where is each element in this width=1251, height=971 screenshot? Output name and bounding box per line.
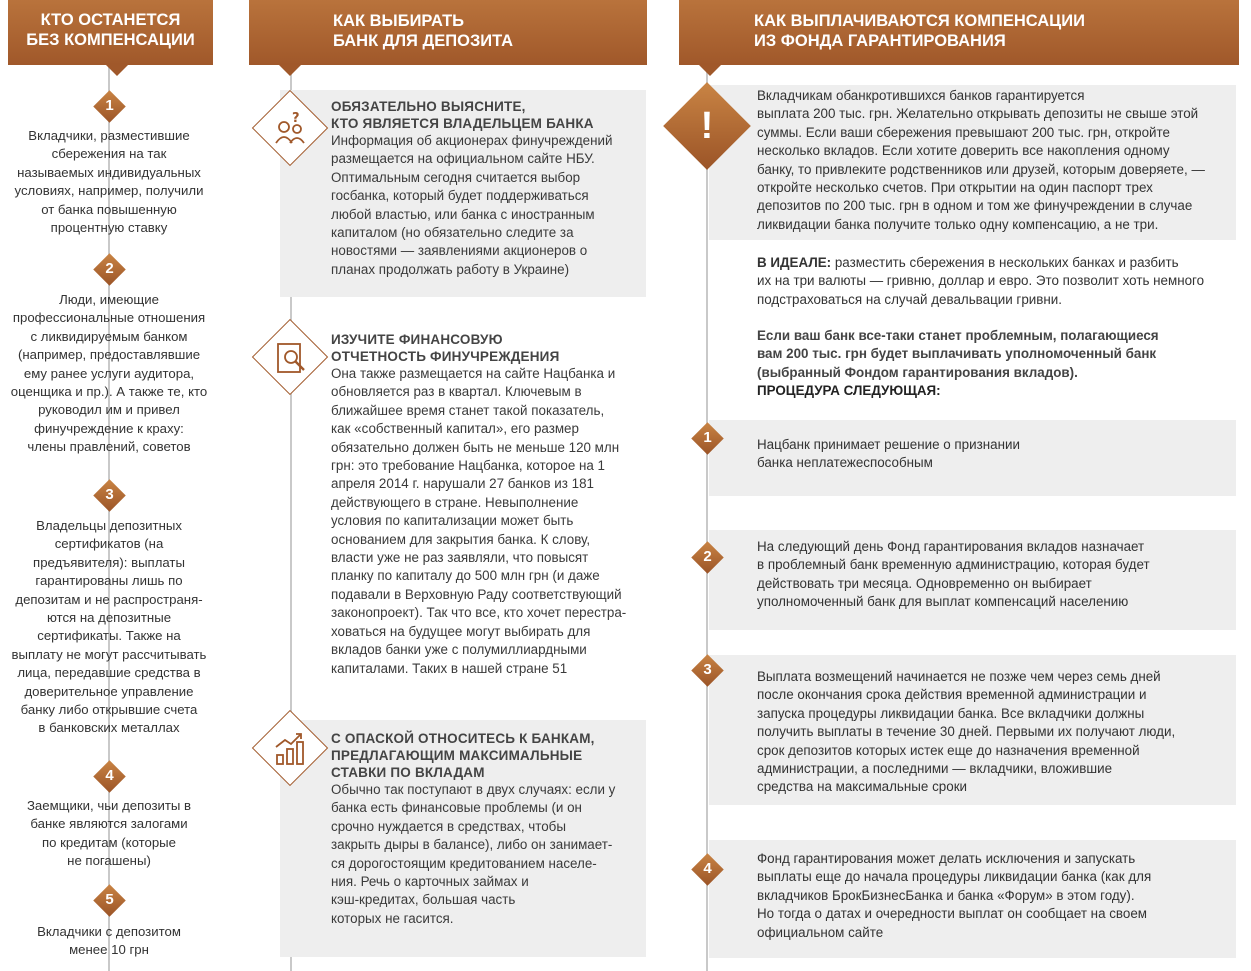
body-line: действовать три месяца. Одновременно он выбирает	[757, 575, 1092, 591]
body-line: получить выплаты в течение 30 дней. Первыми их получают люди,	[757, 724, 1176, 740]
body-line: ему ранее услуги аудитора,	[23, 365, 195, 381]
body-line: вкладов банки уже с полумиллиардными	[331, 642, 587, 658]
body-line: суммы. Если ваши сбережения превышают 200 тыс. грн, откройте	[757, 124, 1170, 140]
body-line: апреля 2014 г. нарушали 27 банков из 181	[331, 476, 594, 492]
body-line: члены правлений, советов	[27, 439, 191, 455]
body-line: их на три валюты — гривню, доллар и евро. Это позволит хоть немного	[757, 273, 1205, 289]
col1-item-1-number: 1	[105, 97, 114, 114]
col1-item-4-number: 4	[105, 767, 114, 784]
col3-header-line: ИЗ ФОНДА ГАРАНТИРОВАНИЯ	[754, 32, 1006, 50]
body-line: Информация об акционерах финучреждений	[331, 133, 613, 148]
body-line: предъявителя): выплаты	[33, 554, 185, 570]
body-line: с ликвидируемым банком	[30, 328, 188, 344]
body-line: вам 200 тыс. грн будет выплачивать уполномоченный банк	[757, 346, 1157, 362]
col2-block-2-title-line: ИЗУЧИТЕ ФИНАНСОВУЮ	[331, 332, 503, 347]
col3-step-2-text	[757, 538, 1232, 612]
body-line: сертификатов (на	[54, 536, 164, 552]
col2-block-2-title	[331, 331, 646, 365]
col2-block-3-body	[331, 781, 646, 928]
body-line: лица, передавшие средства в	[17, 665, 201, 681]
col2-block-1-title	[331, 98, 646, 132]
col2-block-3-text	[331, 730, 646, 928]
body-line: Выплата возмещений начинается не позже чем через семь дней	[757, 669, 1161, 684]
col3-ideal-text	[757, 254, 1232, 309]
col1-item-3-text	[0, 517, 218, 738]
body-line: оценщика и пр.). А также те, кто	[10, 384, 208, 400]
col2-block-3-title-line: С ОПАСКОЙ ОТНОСИТЕСЬ К БАНКАМ,	[331, 731, 595, 746]
body-line: (например, предоставлявшие	[17, 347, 201, 363]
body-line: капиталами. Таких в нашей стране 51	[331, 660, 568, 676]
body-line: по кредитам (которые	[41, 834, 177, 850]
body-line: закрыть дыры в балансе), либо он занимает-	[331, 837, 613, 853]
body-line: Но тогда о датах и очередности выплат он сообщает на своем	[757, 906, 1147, 922]
body-line: законопроект). Так что все, кто хочет перестра-	[331, 605, 627, 621]
body-line: Люди, имеющие	[59, 292, 159, 307]
col3-step-4-number: 4	[703, 860, 712, 877]
body-line: выплаты еще до начала процедуры ликвидации банка (как для	[757, 869, 1152, 885]
body-line: кэш-кредитах, большая часть	[331, 892, 516, 908]
body-line: условия по капитализации может быть	[331, 513, 574, 529]
body-line: условиях, например, получили	[14, 183, 204, 199]
body-line: откройте несколько счетов. При открытии на один паспорт трех	[757, 180, 1153, 196]
col2-block-1-text	[331, 98, 646, 279]
body-line: выплата 200 тыс. грн. Желательно открывать депозиты не свыше этой	[757, 106, 1199, 122]
ideal-label: В ИДЕАЛЕ:	[757, 255, 832, 270]
col2-block-3-title-line: ПРЕДЛАГАЮЩИМ МАКСИМАЛЬНЫЕ	[331, 748, 583, 763]
body-line: как «собственный капитал», его размер	[331, 421, 579, 437]
col1-item-3-number: 3	[105, 486, 114, 503]
body-line: На следующий день Фонд гарантирования вкладов назначает	[757, 539, 1145, 554]
body-line: разместить сбережения в нескольких банках и разбить	[831, 255, 1179, 270]
body-line: банка есть финансовые проблемы (и он	[331, 800, 582, 816]
col3-step-4-text	[757, 850, 1232, 942]
body-line: ются на депозитные	[46, 610, 172, 626]
body-line: депозитам и не распространя-	[15, 591, 203, 607]
body-line: вкладчиков БрокБизнесБанка и банка «Форум» в этом году).	[757, 887, 1135, 903]
body-line: банка неплатежеспособным	[757, 455, 933, 471]
col3-header-line: КАК ВЫПЛАЧИВАЮТСЯ КОМПЕНСАЦИИ	[754, 12, 1085, 30]
body-line: Нацбанк принимает решение о признании	[757, 437, 1020, 452]
body-line: в банковских металлах	[38, 720, 180, 736]
body-line: Она также размещается на сайте Нацбанка и	[331, 366, 616, 381]
body-line: обязательно должен быть не меньше 120 млн	[331, 439, 620, 455]
col1-item-2-text	[0, 291, 218, 457]
body-line: ховаться на будущее могут выбирать для	[331, 623, 591, 639]
body-line: профессиональные отношения	[12, 310, 206, 326]
col2-block-2-title-line: ОТЧЕТНОСТЬ ФИНУЧРЕЖДЕНИЯ	[331, 349, 560, 364]
col1-item-4-text	[0, 797, 218, 871]
col1-item-5-text	[0, 923, 218, 960]
body-line: несколько вкладов. Если хотите доверить все накопления одному	[757, 143, 1170, 159]
body-line: (выбранный Фондом гарантирования вкладов).	[757, 364, 1078, 380]
body-line: Вкладчикам обанкротившихся банков гарантируется	[757, 88, 1085, 103]
body-line: средства на максимальные сроки	[757, 779, 968, 795]
col3-intro-text	[757, 87, 1232, 234]
col1-header-line: КТО ОСТАНЕТСЯ	[40, 11, 181, 29]
body-line: Вкладчики, разместившие	[28, 128, 190, 143]
body-line: выплату не могут рассчитывать	[11, 646, 207, 662]
body-line: основанием для закрытия банка. К слову,	[331, 531, 591, 547]
body-line: депозитов по 200 тыс. грн в одном и том же финучреждении в случае	[757, 198, 1193, 214]
body-line: официальном сайте	[757, 924, 884, 940]
col1-item-1-text	[0, 127, 218, 237]
growth-chart-icon	[265, 723, 317, 775]
body-line: Заемщики, чьи депозиты в	[26, 798, 192, 813]
body-line: администрации, а последними — вкладчики, вложившие	[757, 761, 1113, 777]
body-line: власти уже не раз заявляли, что повысят	[331, 550, 589, 566]
col2-block-1-title-line: КТО ЯВЛЯЕТСЯ ВЛАДЕЛЬЦЕМ БАНКА	[331, 116, 594, 131]
body-line: Вкладчики с депозитом	[37, 924, 181, 939]
body-line: после окончания срока действия временной администрации и	[757, 687, 1147, 703]
body-line: менее 10 грн	[69, 942, 149, 958]
body-line: банку, то привлеките родственников или друзей, которым доверяете, —	[757, 161, 1205, 177]
col1-item-2-number: 2	[105, 260, 114, 277]
col2-header-line: БАНК ДЛЯ ДЕПОЗИТА	[333, 32, 514, 50]
body-line: доверительное управление	[24, 683, 194, 699]
col3-header	[679, 0, 1239, 65]
body-line: Фонд гарантирования может делать исключения и запускать	[757, 851, 1136, 866]
body-line: финучреждение к краху:	[34, 420, 184, 436]
body-line: капиталом (но обязательно следите за	[331, 225, 574, 241]
procedure-label: ПРОЦЕДУРА СЛЕДУЮЩАЯ:	[757, 383, 941, 399]
col2-block-1-body	[331, 132, 646, 279]
body-line: сбережения на так	[51, 146, 167, 162]
col2-block-3-title-line: СТАВКИ ПО ВКЛАДАМ	[331, 765, 485, 780]
col2-header-line: КАК ВЫБИРАТЬ	[333, 12, 465, 30]
body-line: которых не гасится.	[331, 910, 454, 926]
document-magnifier-icon	[265, 332, 317, 384]
body-line: Оптимальным сегодня считается выбор	[331, 169, 581, 185]
body-line: Если ваш банк все-таки станет проблемным, полагающиеся	[757, 328, 1159, 343]
body-line: ния. Речь о карточных займах и	[331, 874, 529, 890]
body-line: гарантированы лишь по	[35, 573, 183, 589]
col2-header	[249, 0, 647, 65]
body-line: срок депозитов которых истек еще до назначения временной	[757, 742, 1140, 758]
col2-block-3-title	[331, 730, 646, 781]
body-line: ликвидации банка получите только одну компенсацию, а не три.	[757, 216, 1159, 232]
col1-header	[8, 0, 213, 65]
body-line: грн: это требование Нацбанка, которое на 1	[331, 458, 605, 474]
body-line: любой властью, или банка с иностранным	[331, 206, 595, 222]
col1-item-5-number: 5	[105, 891, 114, 908]
body-line: подавали в Верховную Раду соответствующий	[331, 586, 622, 602]
col2-block-2-text	[331, 331, 646, 678]
body-line: в проблемный банк временную администрацию, которая будет	[757, 557, 1150, 573]
body-line: планку по капиталу до 500 млн грн (и даже	[331, 568, 600, 584]
col3-step-2-number: 2	[703, 548, 712, 565]
body-line: подстраховаться на случай девальвации гривни.	[757, 291, 1062, 307]
body-line: Обычно так поступают в двух случаях: если у	[331, 782, 616, 797]
svg-text:?: ?	[292, 111, 300, 126]
body-line: сертификаты. Также на	[37, 628, 181, 644]
body-line: руководил им и привел	[38, 402, 180, 418]
col3-step-3-text	[757, 668, 1232, 797]
body-line: срочно нуждается в средствах, чтобы	[331, 818, 566, 834]
body-line: не погашены)	[67, 853, 151, 869]
col2-block-2-body	[331, 365, 646, 678]
col1-header-line: БЕЗ КОМПЕНСАЦИИ	[26, 31, 195, 49]
body-line: банке являются залогами	[30, 816, 188, 832]
body-line: действующего в стране. Невыполнение	[331, 494, 579, 510]
body-line: ближайшее время станет такой показатель,	[331, 402, 605, 418]
body-line: запуска процедуры ликвидации банка. Все вкладчики должны	[757, 705, 1145, 721]
body-line: от банка повышенную	[41, 201, 177, 217]
col2-block-1-title-line: ОБЯЗАТЕЛЬНО ВЫЯСНИТЕ,	[331, 99, 526, 114]
col3-note-text	[757, 327, 1232, 401]
body-line: размещается на официальном сайте НБУ.	[331, 151, 595, 167]
col3-step-3-number: 3	[703, 661, 712, 678]
warning-icon: !	[700, 105, 714, 147]
people-question-icon	[265, 103, 317, 155]
col3-step-1-text	[757, 436, 1232, 473]
body-line: госбанка, который будет поддерживаться	[331, 188, 589, 204]
body-line: банку либо открывшие счета	[20, 702, 198, 718]
col3-timeline-line	[706, 66, 708, 971]
body-line: называемых индивидуальных	[17, 164, 201, 180]
body-line: обновляется раз в квартал. Ключевым в	[331, 384, 582, 400]
body-line: уполномоченный банк для выплат компенсаций населению	[757, 594, 1129, 610]
body-line: процентную ставку	[50, 220, 168, 236]
col3-step-1-number: 1	[703, 429, 712, 446]
body-line: ся дорогостоящим кредитованием населе-	[331, 855, 597, 871]
body-line: планах продолжать работу в Украине)	[331, 261, 570, 277]
body-line: Владельцы депозитных	[36, 518, 182, 533]
body-line: новостями — заявлениями акционеров о	[331, 243, 588, 259]
